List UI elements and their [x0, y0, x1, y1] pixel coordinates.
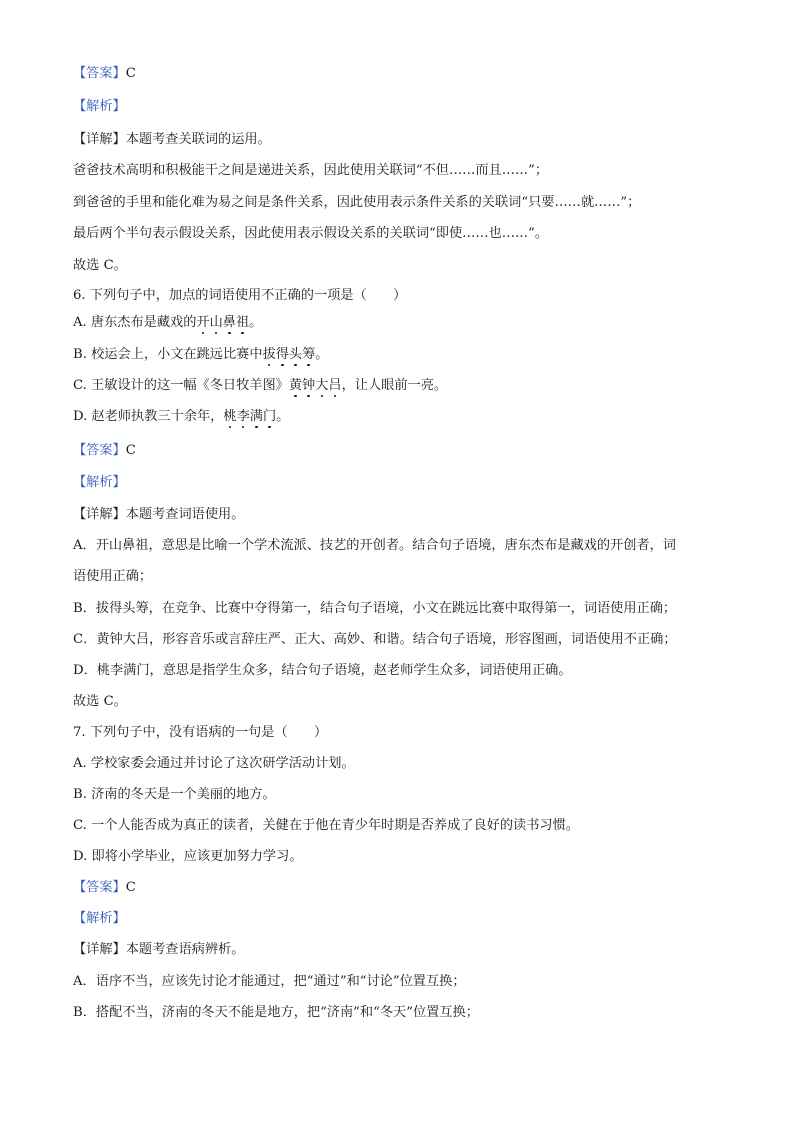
dotted-char: 黄: [288, 378, 303, 393]
answer-tag: 【答案】: [73, 66, 126, 81]
dotted-char: 开: [196, 315, 210, 330]
analysis-heading: [73, 474, 126, 492]
answer-tag: 【答案】: [73, 880, 126, 895]
dotted-char: 得: [275, 347, 289, 362]
option-c: C. 王敏设计的这一幅《冬日牧羊图》黄钟大吕，让人眼前一亮。: [73, 378, 448, 393]
detail-line: 爸爸技术高明和积极能干之间是递进关系，因此使用关联词“不但……而且……”；: [73, 163, 549, 178]
detail-line: 语使用正确；: [73, 569, 153, 584]
detail-line: B．搭配不当，济南的冬天不能是地方，把“济南”和“冬天”位置互换；: [73, 1005, 479, 1020]
dotted-char: 桃: [223, 409, 237, 424]
detail-line: 【详解】本题考查语病辨析。: [73, 942, 245, 957]
analysis-tag: 【解析】: [73, 475, 126, 490]
answer-line: [73, 442, 136, 460]
dotted-char: 拔: [262, 347, 276, 362]
answer-tag: 【答案】: [73, 443, 126, 458]
answer-line: [73, 879, 136, 897]
detail-line: D．桃李满门，意思是指学生众多，结合句子语境，赵老师学生众多，词语使用正确。: [73, 663, 572, 678]
option-a: A. 唐东杰布是藏戏的开山鼻祖。: [73, 315, 263, 330]
dotted-char: 钟: [302, 378, 316, 393]
dotted-char: 满: [249, 409, 263, 424]
option-d: D. 赵老师执教三十余年，桃李满门。: [73, 409, 290, 424]
option-d: D. 即将小学毕业，应该更加努力学习。: [73, 849, 303, 864]
analysis-tag: 【解析】: [73, 911, 126, 926]
detail-line: C．黄钟大吕，形容音乐或言辞庄严、正大、高妙、和谐。结合句子语境，形容图画，词语使用不正确；: [73, 632, 677, 647]
detail-line: B．拔得头筹，在竞争、比赛中夺得第一，结合句子语境，小文在跳远比赛中取得第一，词语使用正确；: [73, 601, 677, 616]
answer-value: C: [125, 66, 136, 81]
answer-value: C: [125, 443, 136, 458]
detail-line: A．语序不当，应该先讨论才能通过，把“通过”和“讨论”位置互换；: [73, 974, 466, 989]
dotted-char: 大: [315, 378, 329, 393]
option-a: A. 学校家委会通过并讨论了这次研学活动计划。: [73, 756, 355, 771]
answer-line: [73, 65, 136, 83]
option-b: B. 校运会上，小文在跳远比赛中拔得头筹。: [73, 347, 329, 362]
question-stem: 6. 下列句子中，加点的词语使用不正确的一项是（ ）: [73, 288, 407, 303]
detail-line: 最后两个半句表示假设关系，因此使用表示假设关系的关联词“即使……也……”。: [73, 226, 549, 241]
dotted-char: 吕: [328, 378, 342, 393]
choice-line: 故选 C。: [73, 258, 127, 273]
analysis-tag: 【解析】: [73, 99, 126, 114]
option-c: C. 一个人能否成为真正的读者，关健在于他在青少年时期是否养成了良好的读书习惯。: [73, 818, 579, 833]
answer-value: C: [125, 880, 136, 895]
choice-line: 故选 C。: [73, 694, 127, 709]
analysis-heading: [73, 910, 126, 928]
detail-line: 【详解】本题考查关联词的运用。: [73, 132, 271, 147]
detail-line: 到爸爸的手里和能化难为易之间是条件关系，因此使用表示条件关系的关联词“只要……就……”；: [73, 195, 641, 210]
dotted-char: 李: [236, 409, 250, 424]
dotted-char: 头: [288, 347, 303, 362]
dotted-char: 筹: [302, 347, 316, 362]
detail-line: A．开山鼻祖，意思是比喻一个学术流派、技艺的开创者。结合句子语境，唐东杰布是藏戏的开创者，词: [73, 538, 676, 553]
option-b: B. 济南的冬天是一个美丽的地方。: [73, 787, 276, 802]
dotted-char: 山: [209, 315, 223, 330]
dotted-char: 门: [262, 409, 277, 424]
question-stem: 7. 下列句子中，没有语病的一句是（ ）: [73, 725, 328, 740]
dotted-char: 祖: [235, 315, 250, 330]
analysis-heading: [73, 98, 126, 116]
dotted-char: 鼻: [222, 315, 236, 330]
detail-line: 【详解】本题考查词语使用。: [73, 507, 245, 522]
